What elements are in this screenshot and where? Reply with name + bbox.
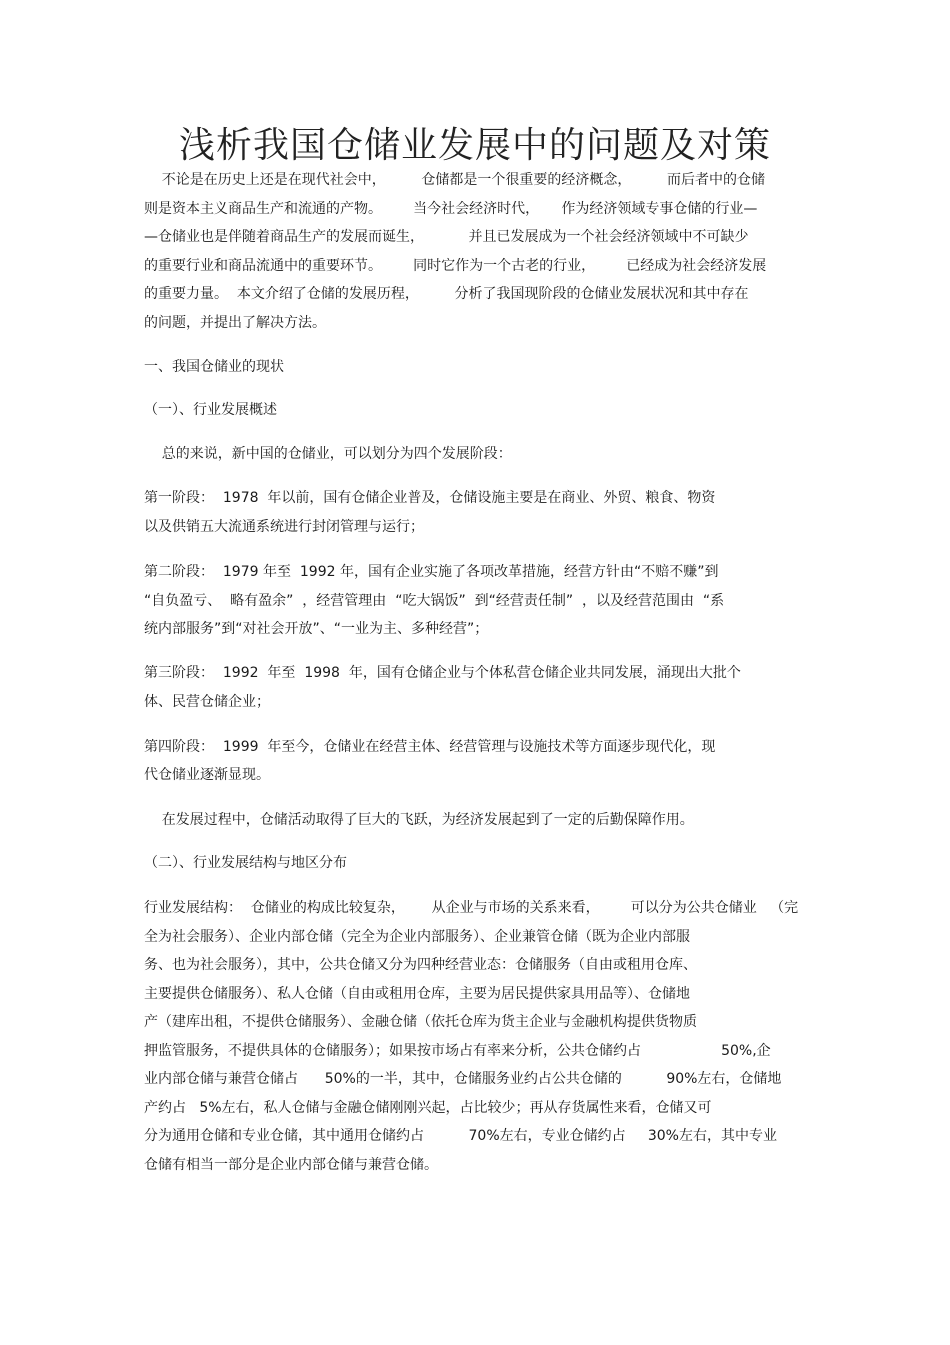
intro-line: 则是资本主义商品生产和流通的产物。 当今社会经济时代， 作为经济领域专事仓储的行业— [144, 201, 758, 217]
stage4-line: 代仓储业逐渐显现。 [144, 767, 270, 783]
structure-line: 务、也为社会服务），其中，公共仓储又分为四种经营业态：仓储服务（自由或租用仓库、 [144, 957, 697, 973]
intro-line: 的重要力量。 本文介绍了仓储的发展历程， 分析了我国现阶段的仓储业发展状况和其中存在 [144, 286, 749, 302]
structure-line: 产约占 5%左右，私人仓储与金融仓储刚刚兴起，占比较少；再从存货属性来看，仓储又可 [144, 1100, 712, 1116]
overview-paragraph: 总的来说，新中国的仓储业，可以划分为四个发展阶段： [144, 446, 512, 462]
structure-line: 行业发展结构： 仓储业的构成比较复杂， 从企业与市场的关系来看， 可以分为公共仓储业 （完 [144, 900, 799, 916]
stage4-line: 第四阶段： 1999 年至今，仓储业在经营主体、经营管理与设施技术等方面逐步现代化，现 [144, 739, 716, 755]
intro-line: 不论是在历史上还是在现代社会中， 仓储都是一个很重要的经济概念， 而后者中的仓储 [144, 172, 766, 188]
structure-line: 业内部仓储与兼营仓储占 50%的一半，其中，仓储服务业约占公共仓储的 90%左右，仓储地 [144, 1071, 782, 1087]
structure-line: 仓储有相当一部分是企业内部仓储与兼营仓储。 [144, 1157, 438, 1173]
stage2-line: 第二阶段： 1979 年至 1992 年，国有企业实施了各项改革措施，经营方针由“不赔不赚”到 [144, 564, 719, 580]
structure-line: 产（建库出租，不提供仓储服务）、金融仓储（依托仓库为货主企业与金融机构提供货物质 [144, 1014, 697, 1030]
structure-line: 全为社会服务）、企业内部仓储（完全为企业内部服务）、企业兼管仓储（既为企业内部服 [144, 929, 690, 945]
stage1-line: 第一阶段： 1978 年以前，国有仓储企业普及，仓储设施主要是在商业、外贸、粮食、物资 [144, 490, 716, 506]
document-title: 浅析我国仓储业发展中的问题及对策 [178, 125, 771, 166]
subsection-heading: （一）、行业发展概述 [144, 402, 277, 418]
stage2-line: 统内部服务”到“对社会开放”、“一业为主、多种经营”； [144, 621, 489, 637]
intro-line: 的问题，并提出了解决方法。 [144, 315, 326, 331]
intro-line: —仓储业也是伴随着商品生产的发展而诞生， 并且已发展成为一个社会经济领域中不可缺少 [144, 229, 749, 245]
stage3-line: 体、民营仓储企业； [144, 694, 270, 710]
subsection-heading: （二）、行业发展结构与地区分布 [144, 855, 347, 871]
intro-line: 的重要行业和商品流通中的重要环节。 同时它作为一个古老的行业， 已经成为社会经济发展 [144, 258, 767, 274]
structure-line: 分为通用仓储和专业仓储，其中通用仓储约占 70%左右，专业仓储约占 30%左右，其中专业 [144, 1128, 777, 1144]
stage3-line: 第三阶段： 1992 年至 1998 年，国有仓储企业与个体私营仓储企业共同发展，涌现出大批个 [144, 665, 741, 681]
structure-line: 主要提供仓储服务）、私人仓储（自由或租用仓库，主要为居民提供家具用品等）、仓储地 [144, 986, 690, 1002]
structure-line: 押监管服务，不提供具体的仓储服务）；如果按市场占有率来分析，公共仓储约占 50%,企 [144, 1043, 771, 1059]
progress-paragraph: 在发展过程中，仓储活动取得了巨大的飞跃，为经济发展起到了一定的后勤保障作用。 [144, 812, 694, 828]
stage2-line: “自负盈亏、 略有盈余” ，经营管理由 “吃大锅饭” 到“经营责任制” ，以及经营范围由 “系 [144, 593, 725, 609]
section-heading: 一、我国仓储业的现状 [144, 359, 284, 375]
stage1-line: 以及供销五大流通系统进行封闭管理与运行； [144, 519, 424, 535]
